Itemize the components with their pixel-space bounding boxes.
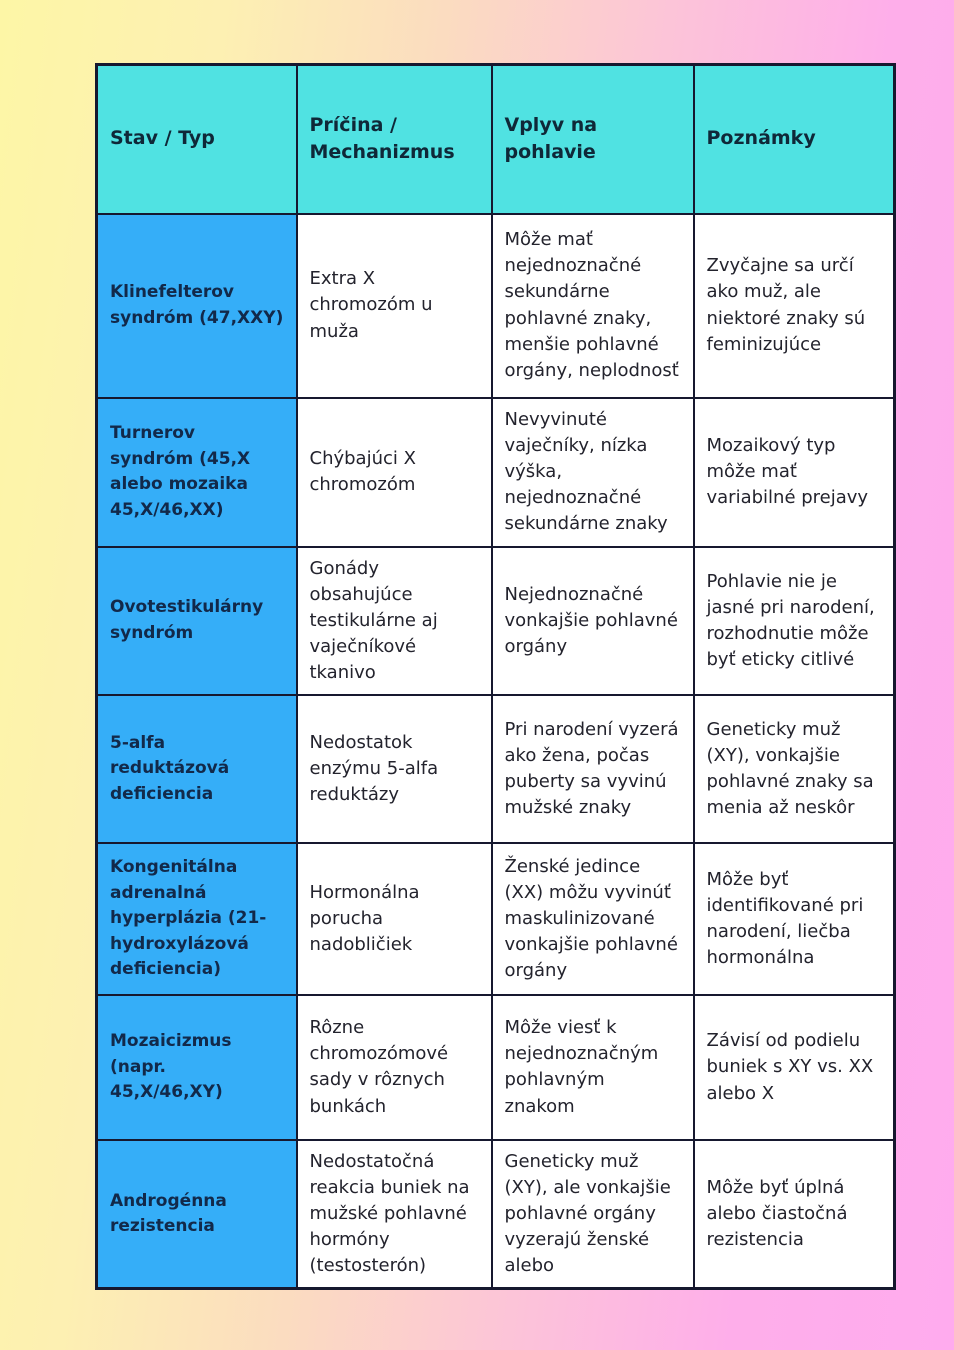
intersex-conditions-table xyxy=(95,63,896,1290)
cell-pricina: Hormonálna porucha nadobličiek xyxy=(297,843,492,995)
table-row-5-alfa-reduktazova xyxy=(97,695,895,843)
header-cell-stav-typ: Stav / Typ xyxy=(97,65,297,214)
row-label-cell: Mozaicizmus (napr. 45,X/46,XY) xyxy=(97,995,297,1140)
header-cell-poznamky: Poznámky xyxy=(694,65,895,214)
cell-vplyv: Ženské jedince (XX) môžu vyvinúť maskulinizované vonkajšie pohlavné orgány xyxy=(492,843,694,995)
cell-poznamky: Zvyčajne sa určí ako muž, ale niektoré znaky sú feminizujúce xyxy=(694,214,895,398)
row-label-cell: Klinefelterov syndróm (47,XXY) xyxy=(97,214,297,398)
cell-poznamky: Pohlavie nie je jasné pri narodení, rozhodnutie môže byť eticky citlivé xyxy=(694,547,895,695)
table-row-turnerov xyxy=(97,398,895,547)
cell-pricina: Nedostatok enzýmu 5-alfa reduktázy xyxy=(297,695,492,843)
cell-poznamky: Môže byť identifikované pri narodení, liečba hormonálna xyxy=(694,843,895,995)
cell-pricina: Gonády obsahujúce testikulárne aj vaječníkové tkanivo xyxy=(297,547,492,695)
cell-poznamky: Mozaikový typ môže mať variabilné prejavy xyxy=(694,398,895,547)
row-label-cell: Androgénna rezistencia xyxy=(97,1140,297,1289)
cell-vplyv: Pri narodení vyzerá ako žena, počas puberty sa vyvinú mužské znaky xyxy=(492,695,694,843)
cell-vplyv: Nejednoznačné vonkajšie pohlavné orgány xyxy=(492,547,694,695)
row-label-cell: Turnerov syndróm (45,X alebo mozaika 45,X/46,XX) xyxy=(97,398,297,547)
cell-pricina: Extra X chromozóm u muža xyxy=(297,214,492,398)
row-label-cell: Kongenitálna adrenalná hyperplázia (21-hydroxylázová deficiencia) xyxy=(97,843,297,995)
table-row-kongenitalna-adrenalna xyxy=(97,843,895,995)
cell-poznamky: Môže byť úplná alebo čiastočná rezistencia xyxy=(694,1140,895,1289)
cell-vplyv: Nevyvinuté vaječníky, nízka výška, nejednoznačné sekundárne znaky xyxy=(492,398,694,547)
cell-poznamky: Geneticky muž (XY), vonkajšie pohlavné znaky sa menia až neskôr xyxy=(694,695,895,843)
cell-vplyv: Geneticky muž (XY), ale vonkajšie pohlavné orgány vyzerajú ženské alebo xyxy=(492,1140,694,1289)
cell-poznamky: Závisí od podielu buniek s XY vs. XX alebo X xyxy=(694,995,895,1140)
header-cell-pricina-mechanizmus: Príčina / Mechanizmus xyxy=(297,65,492,214)
table-row-androgenna-rezistencia xyxy=(97,1140,895,1289)
table-row-ovotestikularny xyxy=(97,547,895,695)
row-label-cell: 5-alfa reduktázová deficiencia xyxy=(97,695,297,843)
cell-vplyv: Môže viesť k nejednoznačným pohlavným znakom xyxy=(492,995,694,1140)
cell-pricina: Nedostatočná reakcia buniek na mužské pohlavné hormóny (testosterón) xyxy=(297,1140,492,1289)
table-row-klinefelterov xyxy=(97,214,895,398)
table-row-mozaicizmus xyxy=(97,995,895,1140)
table-header-row xyxy=(97,65,895,214)
cell-vplyv: Môže mať nejednoznačné sekundárne pohlavné znaky, menšie pohlavné orgány, neplodnosť xyxy=(492,214,694,398)
row-label-cell: Ovotestikulárny syndróm xyxy=(97,547,297,695)
cell-pricina: Rôzne chromozómové sady v rôznych bunkách xyxy=(297,995,492,1140)
header-cell-vplyv-na-pohlavie: Vplyv na pohlavie xyxy=(492,65,694,214)
cell-pricina: Chýbajúci X chromozóm xyxy=(297,398,492,547)
